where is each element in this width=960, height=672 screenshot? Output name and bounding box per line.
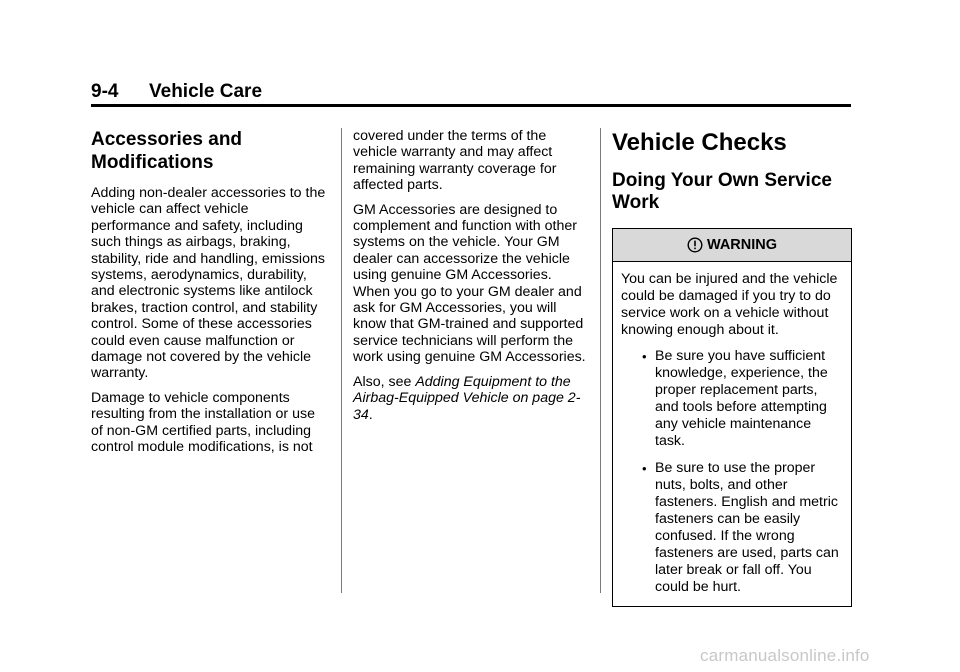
warning-bullet-text: Be sure you have sufficient knowledge, experience, the proper replacement parts, and tools before attempting any vehicle maintenance task.: [655, 348, 828, 449]
gm-accessories-paragraph: GM Accessories are designed to complement and function with other systems on the vehicle. Your GM dealer can accessorize the vehicle using genuine GM Accessories. When you go to your GM dealer and ask for GM Accessories, you will know that GM-trained and supported service technicians will perform the work using genuine GM Accessories.: [353, 201, 586, 366]
warning-box: [612, 228, 852, 607]
warning-header: [613, 229, 851, 262]
warning-label: WARNING: [706, 236, 778, 253]
header-rule: [91, 104, 851, 107]
warranty-paragraph: covered under the terms of the vehicle warranty and may affect remaining warranty coverage for affected parts.: [353, 128, 557, 194]
bullet-icon: •: [642, 349, 647, 364]
column-2: [353, 128, 589, 431]
page-header: [91, 80, 851, 104]
see-also-prefix: Also, see: [353, 373, 416, 390]
accessories-paragraph-2: Damage to vehicle components resulting from the installation or use of non-GM certified parts, including control module modifications, is not: [91, 389, 315, 456]
page-number: 9-4: [91, 81, 119, 102]
accessories-paragraph-1: Adding non-dealer accessories to the vehicle can affect vehicle performance and safety, including such things as airbags, braking, stability, ride and handling, emissions systems, aerodynamics, durability, and electronic systems like antilock brakes, traction control, and stability control. Some of these accessories could even cause malfunction or damage not covered by the vehicle warranty.: [91, 185, 326, 382]
see-also-suffix: .: [368, 406, 373, 423]
warning-bullet: [621, 460, 843, 596]
accessories-heading: Accessories and Modifications: [91, 129, 243, 173]
watermark: carmanualsonline.info: [700, 646, 870, 665]
warning-icon: [687, 237, 703, 253]
column-3: [612, 128, 852, 607]
warning-body: [613, 262, 851, 606]
section-title: Vehicle Care: [149, 81, 263, 102]
warning-intro: You can be injured and the vehicle could be damaged if you try to do service work on a vehicle without knowing enough about it.: [621, 271, 838, 338]
bullet-icon: •: [642, 461, 647, 476]
see-also-paragraph: [353, 374, 589, 423]
column-divider: [600, 128, 601, 593]
column-1: [91, 128, 327, 464]
cross-reference-link[interactable]: Adding Equipment to the Airbag-Equipped Vehicle on page 2-34: [353, 373, 581, 423]
warning-bullet-text: Be sure to use the proper nuts, bolts, and other fasteners. English and metric fasteners can be easily confused. If the wrong fasteners are used, parts can later break or fall off. You could be hurt.: [655, 460, 839, 595]
column-divider: [341, 128, 342, 593]
warning-bullet: [621, 348, 843, 450]
vehicle-checks-title: Vehicle Checks: [612, 129, 787, 156]
service-work-heading: Doing Your Own Service Work: [612, 170, 832, 213]
